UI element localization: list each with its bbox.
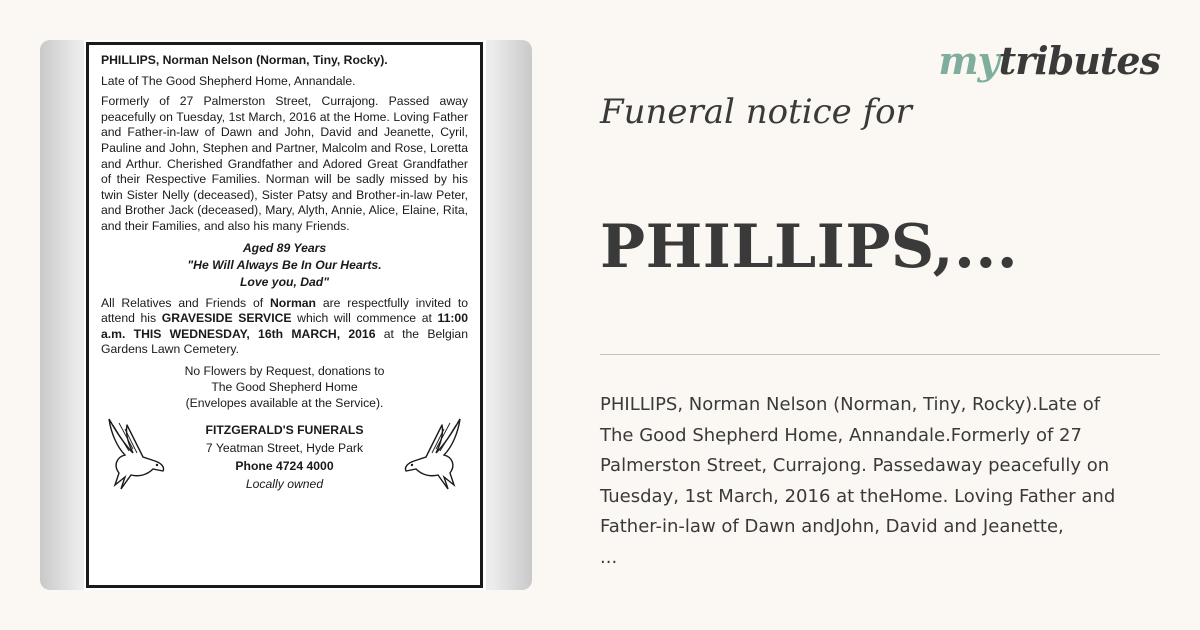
service-time: 11:00 a.m. THIS WEDNESDAY, 16th MARCH, 2016: [101, 311, 468, 341]
excerpt-line: Father-in-law of Dawn andJohn, David and Jeanette,: [600, 516, 1064, 537]
dove-icon: [396, 415, 466, 495]
flowers-line-3: (Envelopes available at the Service).: [185, 395, 384, 410]
page-heading: Funeral notice for: [600, 92, 912, 132]
funeral-home-phone: Phone 4724 4000: [235, 458, 334, 473]
notice-excerpt: [600, 390, 1160, 573]
notice-paragraph: Formerly of 27 Palmerston Street, Currajong. Passed away peacefully on Tuesday, 1st March, 2016 at the Home. Loving Father and Father-in-law of Dawn and John, David and Jeanette, Cyril, Pauline and John, Stephen and Partner, Malcolm and Rose, Loretta and Arthur. Cherished Grandfather and Adored Great Grandfather of their Respective Families. Norman will be sadly missed by his twin Sister Nelly (deceased), Sister Patsy and Brother-in-law Peter, and Brother Jack (deceased), Mary, Alyth, Annie, Alice, Elaine, Rita, and their Families, and also his many Friends.: [101, 94, 468, 233]
notice-quote-line-2: Love you, Dad": [239, 274, 330, 289]
excerpt-line: PHILLIPS, Norman Nelson (Norman, Tiny, Rocky).Late of: [600, 394, 1101, 415]
service-name: Norman: [269, 295, 317, 310]
divider: [600, 354, 1160, 355]
funeral-home-address: 7 Yeatman Street, Hyde Park: [205, 440, 364, 455]
excerpt-line: ...: [600, 546, 618, 568]
service-text-4: at the Belgian Gardens Lawn Cemetery.: [101, 326, 468, 357]
logo-tributes: tributes: [998, 38, 1160, 83]
notice-image: [40, 40, 532, 590]
notice-aged: Aged 89 Years: [242, 240, 327, 255]
notice-aged-block: [101, 240, 468, 291]
notice-flowers: [101, 363, 468, 411]
flowers-line-1: No Flowers by Request, donations to: [184, 363, 385, 378]
deceased-name-title: PHILLIPS,...: [600, 212, 1019, 282]
funeral-home-block: [101, 421, 468, 493]
excerpt-line: Tuesday, 1st March, 2016 at theHome. Loving Father and: [600, 485, 1116, 507]
notice-service: [101, 296, 468, 358]
funeral-home-name: FITZGERALD'S FUNERALS: [205, 422, 364, 437]
funeral-home-tagline: Locally owned: [245, 476, 324, 491]
service-text-3: which will commence at: [291, 311, 438, 326]
mytributes-logo[interactable]: [938, 38, 1160, 83]
notice-box: [86, 42, 483, 588]
service-text-1: All Relatives and Friends of: [101, 295, 270, 310]
notice-name-line: PHILLIPS, Norman Nelson (Norman, Tiny, Rocky).: [101, 53, 388, 67]
flowers-line-2: The Good Shepherd Home: [211, 379, 358, 394]
logo-my: my: [938, 38, 999, 83]
service-type: GRAVESIDE SERVICE: [161, 311, 292, 326]
service-text-2: are respectfully invited to attend his: [101, 295, 468, 326]
excerpt-line: Palmerston Street, Currajong. Passedaway peacefully on: [600, 455, 1110, 476]
dove-icon: [103, 415, 173, 495]
notice-quote-line-1: "He Will Always Be In Our Hearts.: [187, 257, 382, 272]
excerpt-line: The Good Shepherd Home, Annandale.Formerly of 27: [600, 424, 1082, 446]
notice-late-of: Late of The Good Shepherd Home, Annandale.: [101, 73, 356, 88]
